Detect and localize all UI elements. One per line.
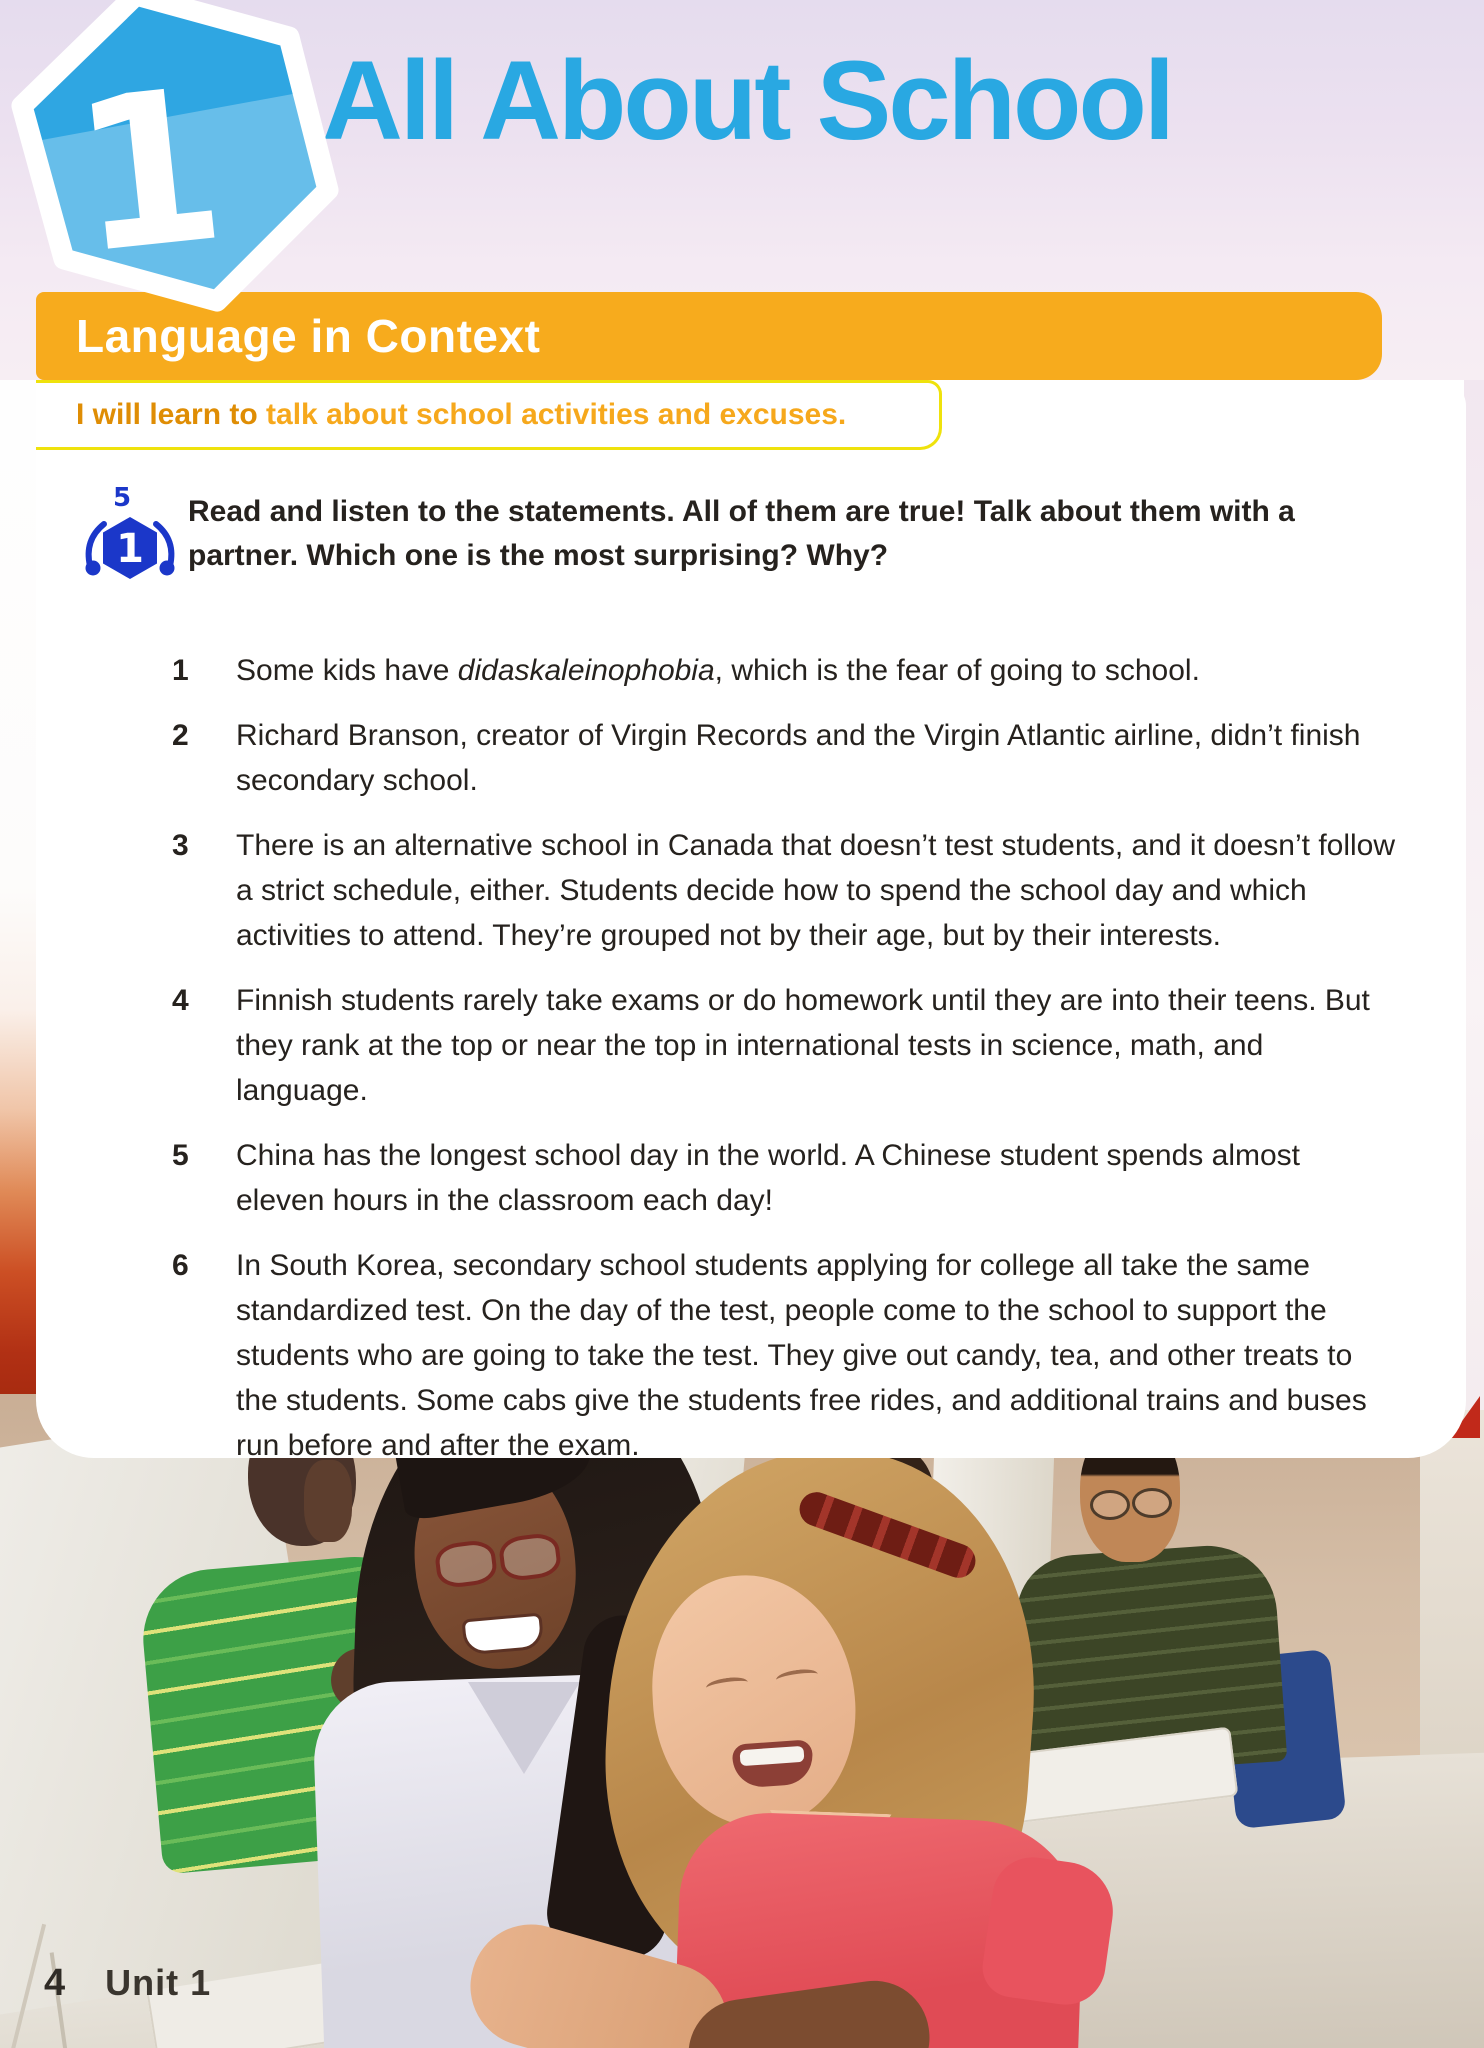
student-boy-left-face: [304, 1460, 352, 1542]
exercise-header: [80, 482, 1426, 600]
glasses-lens: [1132, 1488, 1172, 1518]
statement-item: [172, 648, 1410, 693]
statement-item: [172, 1133, 1410, 1223]
statement-number: 2: [172, 719, 189, 752]
unit-number-badge: [0, 0, 364, 316]
statement-text-part: China has the longest school day in the world. A Chinese student spends almost eleven hours in the classroom each day!: [236, 1139, 1300, 1217]
window-frame: [1420, 1392, 1484, 1812]
section-banner-label: Language in Context: [76, 310, 541, 362]
statement-text: [236, 1133, 1396, 1223]
statement-text-part: There is an alternative school in Canada that doesn’t test students, and it doesn’t follow a strict schedule, either. Students decide how to spend the school day and which activities to attend. They’re grouped not by their age, but by their interests.: [236, 829, 1396, 952]
unit-number: 1: [63, 42, 235, 301]
exercise-card: [36, 380, 1466, 1462]
statement-item: [172, 823, 1410, 958]
audio-track-number: 5: [112, 483, 132, 513]
page-number: 4: [44, 1962, 66, 2004]
classroom-photo: [0, 1392, 1484, 2048]
statement-number: 4: [172, 984, 189, 1017]
objective-text: talk about school activities and excuses.: [257, 398, 847, 431]
glasses-lens: [1090, 1490, 1130, 1520]
statement-number: 5: [172, 1139, 189, 1172]
statement-italic-term: didaskaleinophobia: [457, 654, 715, 687]
statement-item: [172, 713, 1410, 803]
exercise-instructions: Read and listen to the statements. All of them are true! Talk about them with a partner. Which one is the most surprising? Why?: [188, 495, 1295, 572]
statement-text: [236, 648, 1200, 693]
statement-text-part: Some kids have: [236, 654, 458, 687]
right-accent-strip: [1464, 380, 1484, 1410]
headphone-left-arc: [89, 524, 104, 566]
unit-label: Unit 1: [105, 1962, 212, 2003]
statement-text: [236, 978, 1396, 1113]
headphone-right-pad: [160, 561, 175, 576]
statement-text-part: Finnish students rarely take exams or do homework until they are into their teens. But they rank at the top or near the top in international tests in science, math, and language.: [236, 984, 1370, 1107]
statement-item: [172, 978, 1410, 1113]
headphone-left-pad: [86, 561, 101, 576]
statements-list: [172, 648, 1410, 1468]
learning-objective-box: [36, 380, 942, 450]
exercise-number: 1: [116, 526, 144, 572]
statement-text-part: In South Korea, secondary school students applying for college all take the same standardized test. On the day of the test, people come to the school to support the students who are going to take the test. They give out candy, tea, and other treats to the students. Some cabs give the students free rides, and additional trains and buses run before and after the exam.: [236, 1249, 1367, 1462]
objective-lead: I will learn to: [76, 398, 258, 431]
page-title: All About School: [322, 38, 1172, 163]
statement-text-part: Richard Branson, creator of Virgin Records and the Virgin Atlantic airline, didn’t finish secondary school.: [236, 719, 1361, 797]
headphones-audio-icon: [80, 482, 180, 600]
listening-exercise-icon: [80, 482, 180, 600]
shirt-sleeve: [979, 1852, 1120, 2010]
hexagon-badge-icon: [0, 0, 364, 316]
statement-number: 6: [172, 1249, 189, 1282]
page-footer: [44, 1962, 211, 2005]
statement-item: [172, 1243, 1410, 1468]
statement-text: [236, 713, 1396, 803]
statement-number: 1: [172, 654, 189, 687]
statement-text: [236, 823, 1396, 958]
statement-text: [236, 1243, 1396, 1468]
headphone-right-arc: [156, 524, 171, 566]
statement-text-part: , which is the fear of going to school.: [714, 654, 1200, 687]
statement-number: 3: [172, 829, 189, 862]
